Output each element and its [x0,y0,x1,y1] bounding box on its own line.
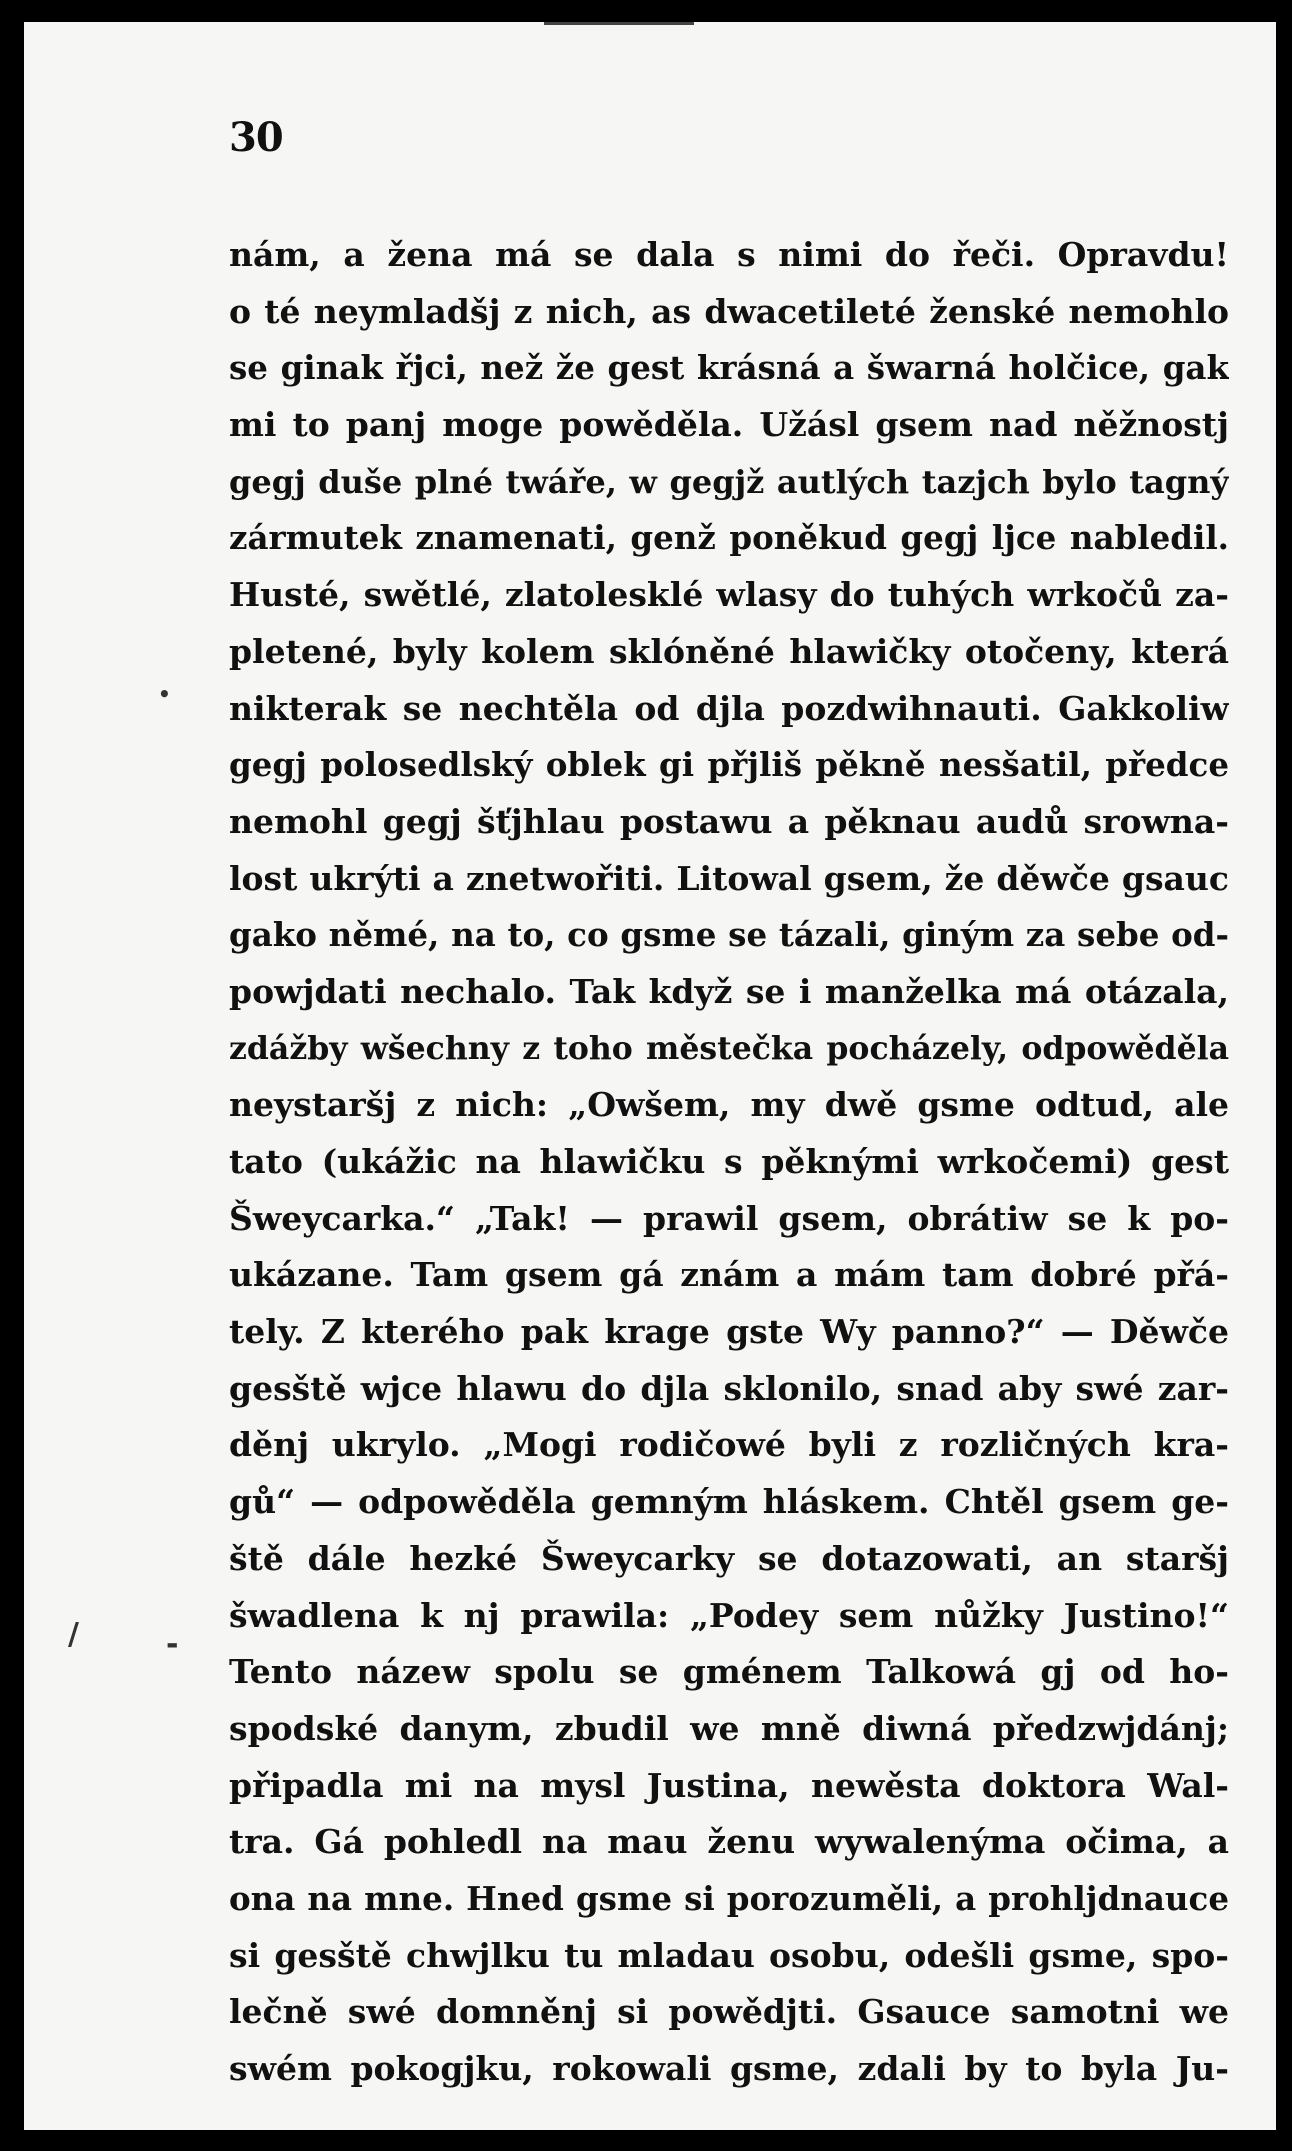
text-line: tely. Z kterého pak krage gste Wy panno?“ — Děwče [229,1312,1229,1352]
scan-smudge [544,22,694,25]
book-page [24,22,1276,2130]
text-line: šwadlena k nj prawila: „Podey sem nůžky Justino!“ [229,1595,1229,1635]
text-line: gegj polosedlský oblek gi přjliš pěkně nesšatil, předce [229,745,1229,785]
text-line: mi to panj moge powěděla. Užásl gsem nad něžnostj [229,405,1229,445]
text-line: ště dále hezké Šweycarky se dotazowati, an staršj [229,1538,1229,1578]
text-line: gů“ — odpowěděla gemným hláskem. Chtěl gsem ge- [229,1482,1229,1522]
body-text [229,227,1229,2098]
margin-dash-mark: - [166,1627,179,1662]
text-line: připadla mi na mysl Justina, newěsta doktora Wal- [229,1765,1229,1805]
text-line: Husté, swětlé, zlatolesklé wlasy do tuhých wrkočů za- [229,575,1229,615]
text-line: spodské danym, zbudil we mně diwná předzwjdánj; [229,1708,1229,1748]
text-line: Tento názew spolu se gménem Talkowá gj od ho- [229,1652,1229,1692]
text-line: ona na mne. Hned gsme si porozuměli, a prohljdnauce [229,1878,1229,1918]
text-line: nemohl gegj šťjhlau postawu a pěknau audů srowna- [229,801,1229,841]
margin-dot-mark: • [158,682,171,706]
text-line: swém pokogjku, rokowali gsme, zdali by to byla Ju- [229,2049,1229,2088]
text-line: si gesště chwjlku tu mladau osobu, odešli gsme, spo- [229,1935,1229,1975]
text-line: zármutek znamenati, genž poněkud gegj ljce nabledil. [229,518,1229,558]
text-line: tato (ukážic na hlawičku s pěknými wrkočemi) gest [229,1142,1229,1181]
text-line: gako němé, na to, co gsme se tázali, giným za sebe od- [229,915,1229,955]
margin-slash-mark: / [68,1617,79,1652]
text-line: nám, a ženа má se dala s nimi do řeči. Opravdu! [229,235,1229,274]
text-line: se ginak řjci, než že gest krásná a šwarná holčice, gak [229,348,1229,388]
text-line: ukázane. Tam gsem gá znám a mám tam dobré přá- [229,1255,1229,1295]
text-line: o té neymladšj z nich, as dwacetileté ženské nemohlo [229,291,1229,331]
text-line: lečně swé domněnj si powědjti. Gsauce samotni we [229,1992,1229,2032]
text-line: lost ukrýti a znetwořiti. Litowal gsem, že děwče gsauc [229,858,1229,898]
text-line: tra. Gá pohledl na mau ženu wywalenýma očima, a [229,1822,1229,1862]
text-line: zdážby wšechny z toho městečka pocházely, odpowěděla [229,1029,1229,1067]
text-line: gesště wjce hlawu do djla sklonilo, snad aby swé zar- [229,1368,1229,1408]
text-line: Šweycarka.“ „Tak! — prawil gsem, obrátiw se k po- [229,1198,1229,1238]
text-line: gegj duše plné twáře, w gegjž autlých tazjch bylo tagný [229,462,1229,501]
page-number: 30 [229,114,283,161]
text-line: powjdati nechalo. Tak když se i manželka má otázala, [229,971,1229,1011]
text-line: neystaršj z nich: „Owšem, my dwě gsme odtud, ale [229,1085,1229,1125]
text-line: pletené, byly kolem sklóněné hlawičky otočeny, která [229,631,1229,671]
text-line: nikterak se nechtěla od djla pozdwihnauti. Gakkoliw [229,688,1229,728]
text-line: děnj ukrylo. „Mogi rodičowé byli z rozličných kra- [229,1425,1229,1465]
